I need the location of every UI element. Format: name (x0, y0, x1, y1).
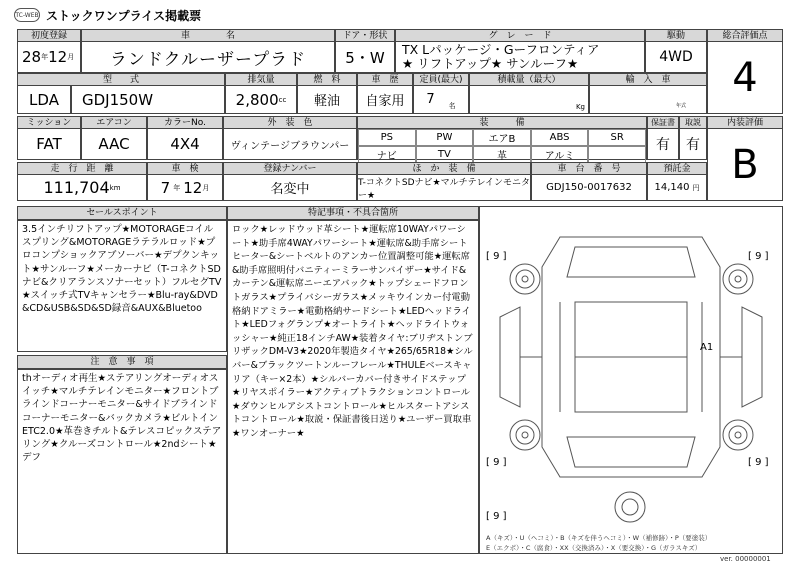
color-no-label: カラーNo. (147, 116, 223, 130)
fuel-value: 軽油 (297, 85, 357, 114)
equipment-leather: 革 (473, 146, 531, 163)
equipment-alloy: アルミ (531, 146, 589, 163)
registration-year: 28 (22, 48, 42, 66)
deposit-number: 14,140 (654, 182, 690, 193)
year-unit: 年 (41, 53, 49, 61)
sales-points-text: 3.5インチリフトアップ★MOTORAGEコイルスプリング&MOTORAGEラテラルロッド★プロコンプショックアブソーバー★デプクンキット★サンルーフ★メーカーナビ（T-コネクトSDナビ&クリアランスソナーセット）フルセグTV★スイッチ式TVキャンセラー★Blu-ray&DVD&CD&USB&SD&SD録音&AUX&Bluetoo (17, 219, 227, 352)
equipment-pw: PW (416, 129, 474, 146)
damage-mark-a1: A1 (700, 342, 714, 353)
mileage-unit: km (109, 183, 121, 192)
tire-mark-spare: [ 9 ] (486, 511, 507, 522)
import-unit: 年式 (675, 103, 686, 109)
equipment-airbag: エアB (473, 129, 531, 146)
capacity-number: 7 (426, 92, 435, 107)
equipment-ps: PS (358, 129, 416, 146)
drive-value: 4WD (645, 41, 707, 73)
interior-score-label: 内装評価 (707, 116, 783, 130)
tire-mark-rear-right: [ 9 ] (748, 457, 769, 468)
deposit-label: 預託金 (647, 162, 707, 176)
equipment-sr: SR (588, 129, 646, 146)
grade-line1: TX Lパッケージ・Gーフロンティア (402, 42, 600, 57)
exterior-label: 外 装 色 (223, 116, 357, 130)
capacity-unit: 名 (448, 101, 456, 110)
grade-line2: ★ リフトアップ★ サンルーフ★ (402, 56, 579, 71)
capacity-label: 定員(最大) (413, 73, 469, 87)
notes-text: thオーディオ再生★ステアリングオーディオスイッチ★マルチテレインモニター★フロントブラインドコーナーモニター&サイドブラインドコーナーモニター&バックカメラ★ビルトインETC2.0★革巻きチルト&テレスコピックステアリング★クルーズコントロール★2ndシート★デフ (17, 368, 227, 554)
tire-mark-front-right: [ 9 ] (748, 251, 769, 262)
equipment-grid (357, 128, 647, 160)
load-unit: Kg (575, 103, 585, 111)
displacement-label: 排気量 (225, 73, 297, 87)
plate-label: 登録ナンバー (223, 162, 357, 176)
deposit-unit: 円 (692, 183, 700, 192)
mileage-label: 走 行 距 離 (17, 162, 147, 176)
tire-mark-front-left: [ 9 ] (486, 251, 507, 262)
aircon-label: エアコン (81, 116, 147, 130)
exterior-value: ヴィンテージブラウンパー (223, 128, 357, 160)
displacement-value (225, 85, 297, 114)
plate-value: 名変中 (223, 174, 357, 201)
model-label: 型 式 (17, 73, 225, 87)
deposit-value (647, 174, 707, 201)
chassis-value: GDJ150-0017632 (531, 174, 647, 201)
inspection-month: 12 (183, 178, 203, 197)
legend (486, 533, 711, 553)
load-value (469, 85, 589, 114)
special-label: 特記事項・不具合箇所 (227, 206, 479, 221)
page-title: ストックワンプライス掲載票 (46, 9, 202, 23)
color-no-value: 4X4 (147, 128, 223, 160)
total-score-label: 総合評価点 (707, 29, 783, 43)
other-equipment-label: ほ か 装 備 (357, 162, 531, 176)
warranty-label: 保証書 (647, 116, 679, 130)
usage-value: 自家用 (357, 85, 413, 114)
legend-line2: E（エクボ）・C（腐食）・XX（交換済み）・X（要交換）・G（ガラスキズ） (486, 544, 702, 552)
doors-value: 5・W (335, 41, 395, 73)
registration-label: 初度登録 (17, 29, 81, 43)
import-value (589, 85, 707, 114)
warranty-value: 有 (647, 128, 679, 160)
aircon-value: AAC (81, 128, 147, 160)
grade-label: グ レ ー ド (395, 29, 645, 43)
inspection-year: 7 (160, 178, 171, 197)
drive-label: 駆動 (645, 29, 707, 43)
equipment-tv: TV (416, 146, 474, 163)
special-text: ロック★レッドウッド革シート★運転席10WAYパワーシート★助手席4WAYパワーシート★運転席&助手席シートヒーター&シートベルトのアンカー位置調整可能★運転席&助手席照明付バニティーミラーサンバイザー★サイド&カーテン&運転席ニーエアバック★トップシェードフロントガラス★プライバシーガラス★メッキウインカー付電動格納ドアミラー★電動格納サードシート★LEDヘッドライト★LEDフォグランプ★オートライト★ヘッドライトウォッシャー★純正18インチAW★装着タイヤ:ブリヂストンブリザックDM-V3★2020年製造タイヤ★265/65R18★シルバー&ブラックツートンルーフレール★THULEベースキャリア（キー×2本）★シルバーカバー付きサイドステップ★リヤスポイラー★アクティブトラクションコントロール★ダウンヒルアシストコントロール★ヒルスタートアシストコントロール★取説・保証書後日送り★ユーザー買取車★ワンオーナー★ (227, 219, 479, 554)
mileage-value (17, 174, 147, 201)
mission-label: ミッション (17, 116, 81, 130)
logo: TC-WEB (14, 8, 40, 22)
doors-label: ドア・形状 (335, 29, 395, 43)
total-score-value: 4 (707, 41, 783, 114)
other-equipment-value: T-コネクトSDナビ★マルチテレインモニター★ (357, 174, 531, 201)
notes-label: 注 意 事 項 (17, 355, 227, 370)
inspection-label: 車 検 (147, 162, 223, 176)
inspection-month-unit: 月 (202, 183, 210, 192)
displacement-number: 2,800 (235, 90, 279, 109)
model-value: GDJ150W (71, 85, 225, 114)
load-label: 積載量（最大） (469, 73, 589, 87)
inspection-value (147, 174, 223, 201)
equipment-empty (588, 146, 646, 163)
legend-line1: A（キズ）・U（ヘコミ）・B（キズを伴うヘコミ）・W（補修跡）・P（要塗装） (486, 534, 712, 542)
displacement-unit: cc (278, 95, 287, 104)
import-label: 輸 入 車 (589, 73, 707, 87)
usage-label: 車 歴 (357, 73, 413, 87)
model-prefix: LDA (17, 85, 71, 114)
manual-value: 有 (679, 128, 707, 160)
version-label: ver. 00000001 (720, 555, 771, 563)
capacity-value (413, 85, 469, 114)
month-unit: 月 (67, 53, 75, 61)
interior-score-value: B (707, 128, 783, 201)
damage-diagram (479, 206, 783, 554)
equipment-navi: ナビ (358, 146, 416, 163)
registration-value (17, 41, 81, 73)
car-outline-icon (480, 207, 782, 553)
fuel-label: 燃 料 (297, 73, 357, 87)
tire-mark-rear-left: [ 9 ] (486, 457, 507, 468)
chassis-label: 車 台 番 号 (531, 162, 647, 176)
grade-value (395, 41, 645, 73)
registration-month: 12 (48, 48, 68, 66)
manual-label: 取説 (679, 116, 707, 130)
mileage-number: 111,704 (43, 178, 110, 197)
car-name-label: 車 名 (81, 29, 335, 43)
equipment-label: 装 備 (357, 116, 647, 130)
car-name-value: ランドクルーザープラド (81, 41, 335, 73)
sales-points-label: セールスポイント (17, 206, 227, 221)
equipment-abs: ABS (531, 129, 589, 146)
mission-value: FAT (17, 128, 81, 160)
inspection-year-unit: 年 (173, 183, 181, 192)
